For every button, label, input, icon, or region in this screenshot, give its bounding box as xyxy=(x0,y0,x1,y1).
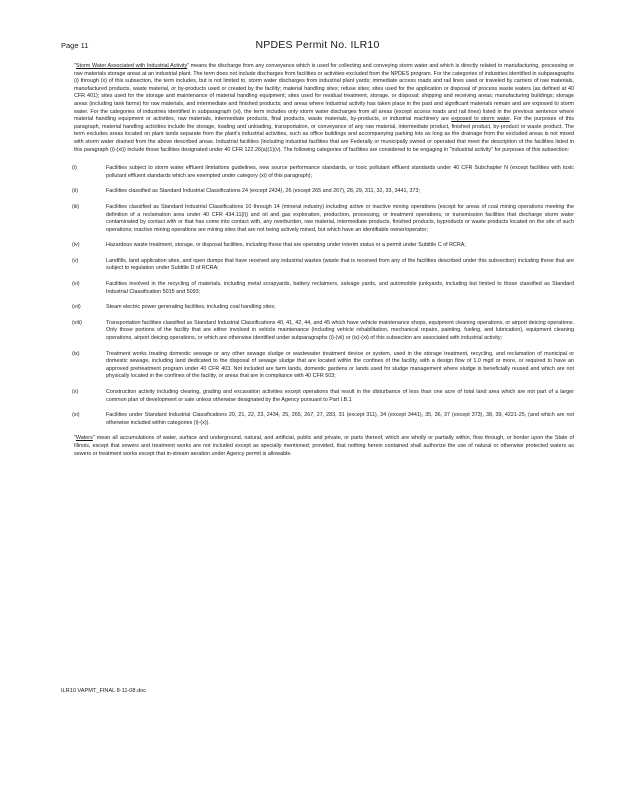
page-header xyxy=(61,40,574,54)
item-number: (ix) xyxy=(72,350,80,357)
footer-filename: ILR10 VAPMT_FINAL 8-11-08.doc xyxy=(61,688,147,694)
list-item xyxy=(74,204,574,234)
waters-definition-paragraph: "Waters" mean all accumulations of water, surface and underground, natural, and artificial, public and private, or parts thereof, which are wholly or partially within, flow through, or border upon the State of Illinois, except that sewers and treatment works are not included except as specially mentioned; provided, that nothing herein contained shall authorize the use of natural or otherwise protected waters as sewers or treatment works except that in-stream aeration under Agency permit is allowable. xyxy=(74,435,574,457)
list-item xyxy=(74,281,574,296)
page-number: Page 11 xyxy=(61,41,89,50)
waters-definition-text: mean all accumulations of water, surface and underground, natural, and artificial, public and private, or parts thereof, which are wholly or partially within, flow through, or border upon the State of Illinois, except that sewers and treatment works are not included except as specially mentioned; provided, that nothing herein contained shall authorize the use of natural or otherwise protected waters as sewers or treatment works except that in-stream aeration under Agency permit is allowable. xyxy=(74,435,574,457)
item-number: (ii) xyxy=(72,188,78,195)
definition-text-continued: . For the purposes of this paragraph, material handling activities include the storage, loading and unloading, transportation, or conveyance of any raw material, intermediate product, finished product, by-product or waste product. The term excludes areas located on plant lands separate from the plant's industrial activities, such as office buildings and accompanying parking lots as long as the drainage from the excluded areas is not mixed with storm water drained from the above described areas. Industrial facilities (including industrial facilities that are Federally or municipally owned or operated that meet the description of the facilities listed in this paragraph (i)-(xi)) include those facilities designated under 40 CFR 122.26(a)(1)(v). The following categories of facilities are considered to be engaging in "industrial activity" for purposes of this subsection: xyxy=(74,116,575,153)
list-item xyxy=(74,351,574,381)
item-text: Facilities classified as Standard Industrial Classifications 10 through 14 (mineral industry) including active or inactive mining operations (except for areas of coal mining operations meeting the definition of a reclamation area under 40 CFR 434.11(l)) and oil and gas exploration, production, processing, or treatment operations, or transmission facilities that discharge storm water contaminated by contact with or that has come into contact with, any overburden, raw material, intermediate products, finished products, byproducts or waste products located on the site of such operations; inactive mining operations are mining sites that are not being actively mined, but which have an identifiable owner/operator; xyxy=(106,203,574,233)
defined-phrase: exposed to storm water xyxy=(451,116,510,123)
item-number: (viii) xyxy=(72,319,82,326)
list-item xyxy=(74,258,574,273)
list-item xyxy=(74,304,574,312)
facility-categories-list xyxy=(74,165,574,427)
item-number: (x) xyxy=(72,389,79,395)
item-text: Steam electric power generating facilities, including coal handling sites; xyxy=(106,304,276,311)
definition-paragraph: "Storm Water Associated with Industrial Activity" means the discharge from any conveyance which is used for collecting and conveying storm water and which is directly related to manufacturing, processing or raw materials storage areas at an industrial plant. The term does not include discharges from facilities or activities excluded from the NPDES program. For the categories of industries identified in subparagraphs (i) through (x) of this subsection, the term includes, but is not limited to, storm water discharges from industrial plant yards; immediate access roads and rail lines used or traveled by carriers of raw materials, manufactured products, waste material, or by-products used or created by the facility; material handling sites; refuse sites; sites used for the application or disposal of process waste waters (as defined at 40 CFR 401); sites used for the storage and maintenance of material handling equipment; sites used for residual treatment, storage, or disposal; shipping and receiving areas; manufacturing buildings; storage areas (including tank farms) for raw materials, and intermediate and finished products; and areas where industrial activity has taken place in the past and significant materials remain and are exposed to storm water. For the categories of industries identified in subparagraph (xi), the term includes only storm water discharges from all areas (except access roads and rail lines) listed in the previous sentence where material handling equipment or activities, raw materials, intermediate products, final products, waste materials, by-products, or industrial machinery are exposed to storm water. For the purposes of this paragraph, material handling activities include the storage, loading and unloading, transportation, or conveyance of any raw material, intermediate product, finished product, by-product or waste product. The term excludes areas located on plant lands separate from the plant's industrial activities, such as office buildings and accompanying parking lots as long as the drainage from the excluded areas is not mixed with storm water drained from the above described areas. Industrial facilities (including industrial facilities that are Federally or municipally owned or operated that meet the description of the facilities listed in this paragraph (i)-(xi)) include those facilities designated under 40 CFR 122.26(a)(1)(v). The following categories of facilities are considered to be engaging in "industrial activity" for purposes of this subsection: xyxy=(74,63,575,153)
item-text: Facilities under Standard Industrial Classifications 20, 21, 22, 23, 2434, 25, 265, 267, 27, 283, 31 (except 311), 34 (except 3441), 35, 36, 37 (except 373), 38, 39, 4221-25, (and which are not otherwise included within categories (i)-(x)). xyxy=(106,412,574,426)
item-text: Hazardous waste treatment, storage, or disposal facilities, including those that are operating under interim status or a permit under Subtitle C of RCRA; xyxy=(106,242,466,249)
item-text: Facilities classified as Standard Industrial Classifications 24 (except 2434), 26 (except 265 and 267), 28, 29, 311, 32, 33, 3441, 373; xyxy=(106,188,420,195)
item-number: (iii) xyxy=(72,203,80,210)
list-item xyxy=(74,412,574,427)
permit-title: NPDES Permit No. ILR10 xyxy=(255,39,380,51)
item-number: (iv) xyxy=(72,242,80,249)
item-text: Facilities involved in the recycling of materials, including metal scrapyards, battery reclaimers, salvage yards, and automobile junkyards, including but limited to those classified as Standard Industrial Classification 5015 and 5093; xyxy=(106,281,574,295)
item-text: Facilities subject to storm water effluent limitations guidelines, new source performance standards, or toxic pollutant effluent standards under 40 CFR Subchapter N (except facilities with toxic pollutant effluent standards which are exempted under category (xi) of this paragraph); xyxy=(106,165,574,179)
item-text: Transportation facilities classified as Standard Industrial Classifications 40, 41, 42, 44, and 45 which have vehicle maintenance shops, equipment cleaning operations, or airport deicing operations. Only those portions of the facility that are either involved in vehicle maintenance (including vehicle rehabilitation, mechanical repairs, painting, fueling, and lubrication), equipment cleaning operations, airport deicing operations, or which are otherwise identified under subparagraphs (i)-(vii) or (ix)-(xi) of this subsection are associated with industrial activity; xyxy=(106,319,574,342)
document-body xyxy=(74,63,574,458)
list-item xyxy=(74,188,574,196)
item-number: (v) xyxy=(72,257,79,264)
item-number: (vi) xyxy=(72,281,80,288)
item-number: (i) xyxy=(72,165,77,172)
list-item xyxy=(74,165,574,180)
item-text: Construction activity including clearing, grading and excavation activities except operations that result in the disturbance of less than one acre of total land area which are not part of a larger common plan of development or sale unless otherwise designated by the Agency pursuant to Part I.B.1 xyxy=(106,389,574,403)
item-text: Landfills, land application sites, and open dumps that have received any industrial wastes (waste that is received from any of the facilities described under this subsection) including those that are subject to regulation under Subtitle D of RCRA; xyxy=(106,257,574,272)
item-text: Treatment works treating domestic sewage or any other sewage sludge or wastewater treatment device or system, used in the storage treatment, recycling, and reclamation of municipal or domestic sewage, including land dedicated to the disposal of sewage sludge that are located within the confines of the facility, with a design flow of 1.0 mgd or more, or required to have an approved pretreatment program under 40 CFR 403. Not included are farm lands, domestic gardens or lands used for sludge management where sludge is beneficially reused and which are not physically located in the confines of the facility, or areas that are in compliance with 40 CFR 503; xyxy=(106,350,574,380)
waters-term: Waters xyxy=(75,435,93,442)
list-item xyxy=(74,320,574,343)
list-item xyxy=(74,389,574,404)
item-number: (vii) xyxy=(72,304,81,311)
list-item xyxy=(74,242,574,250)
definition-text: " means the discharge from any conveyance which is used for collecting and conveying storm water and which is directly related to manufacturing, processing or raw materials storage areas at an industrial plant. The term does not include discharges from facilities or activities excluded from the NPDES program. For the categories of industries identified in subparagraphs (i) through (x) of this subsection, the term includes, but is not limited to, storm water discharges from industrial plant yards; immediate access roads and rail lines used or traveled by carriers of raw materials, manufactured products, waste material, or by-products used or created by the facility; material handling sites; refuse sites; sites used for the application or disposal of process waste waters (as defined at 40 CFR 401); sites used for the storage and maintenance of material handling equipment; sites used for residual treatment, storage, or disposal; shipping and receiving areas; manufacturing buildings; storage areas (including tank farms) for raw materials, and intermediate and finished products; and areas where industrial activity has taken place in the past and significant materials remain and are exposed to storm water. For the categories of industries identified in subparagraph (xi), the term includes only storm water discharges from all areas (except access roads and rail lines) listed in the previous sentence where material handling equipment or activities, raw materials, intermediate products, final products, waste materials, by-products, or industrial machinery are xyxy=(74,63,574,123)
defined-term: Storm Water Associated with Industrial Activity xyxy=(75,63,188,69)
item-number: (xi) xyxy=(72,412,80,419)
